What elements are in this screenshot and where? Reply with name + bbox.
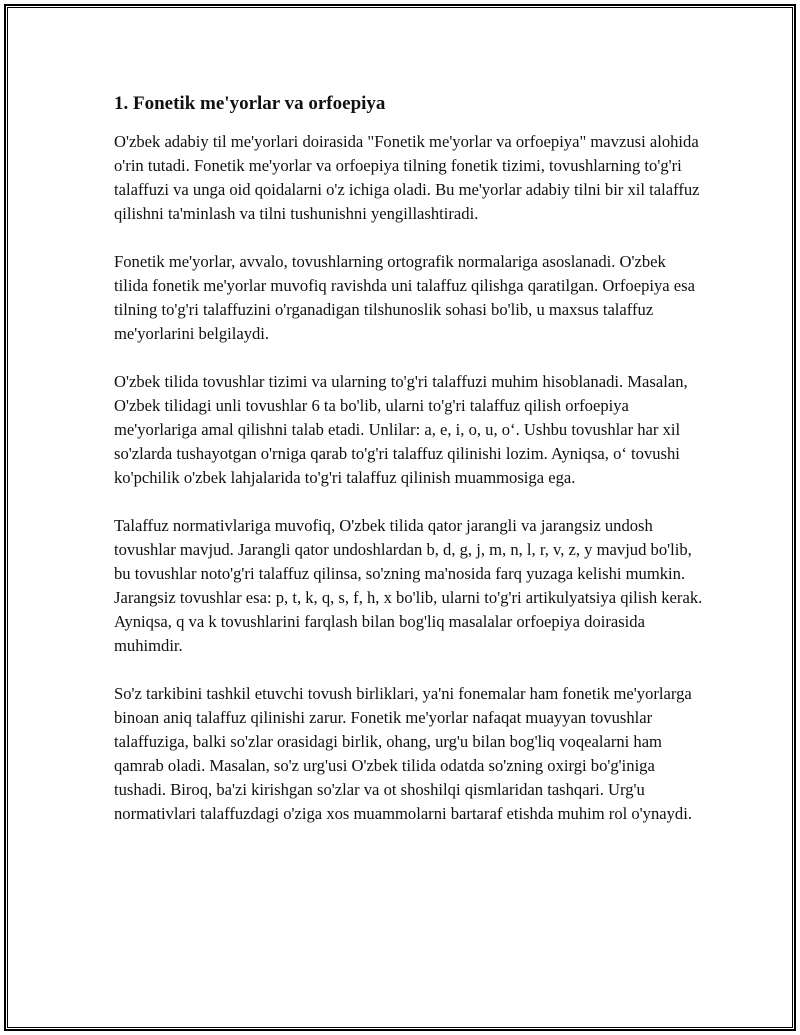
paragraph-vowels: O'zbek tilida tovushlar tizimi va ularning to'g'ri talaffuzi muhim hisoblanadi. Masalan, O'zbek tilidagi unli tovushlar 6 ta bo'lib, ularni to'g'ri talaffuz qilish orfoepiya me'yorlariga amal qilishni talab etadi. Unlilar: a, e, i, o, u, o‘. Ushbu tovushlar har xil so'zlarda tushayotgan o'rniga qarab to'g'ri talaffuz qilinishi lozim. Ayniqsa, o‘ tovushi ko'pchilik o'zbek lahjalarida to'g'ri talaffuz qilinish muammosiga ega. xyxy=(114,371,688,487)
section-heading: 1. Fonetik me'yorlar va orfoepiya xyxy=(114,93,386,114)
paragraph-stress: So'z tarkibini tashkil etuvchi tovush birliklari, ya'ni fonemalar ham fonetik me'yorlarga binoan aniq talaffuz qilinishi zarur. Fonetik me'yorlar nafaqat muayyan tovushlar talaffuziga, balki so'zlar orasidagi birlik, ohang, urg'u bilan bog'liq voqealarni ham qamrab oladi. Masalan, so'z urg'usi O'zbek tilida odatda so'zning oxirgi bo'g'iniga tushadi. Biroq, ba'zi kirishgan so'zlar va ot shoshilqi qismlaridan tashqari. Urg'u normativlari talaffuzdagi o'ziga xos muammolarni bartaraf etishda muhim rol o'ynaydi. xyxy=(114,683,692,823)
paragraph-consonants: Talaffuz normativlariga muvofiq, O'zbek tilida qator jarangli va jarangsiz undosh tovushlar mavjud. Jarangli qator undoshlardan b, d, g, j, m, n, l, r, v, z, y mavjud bo'lib, bu tovushlar noto'g'ri talaffuz qilinsa, so'zning ma'nosida farq yuzaga kelishi mumkin. Jarangsiz tovushlar esa: p, t, k, q, s, f, h, x bo'lib, ularni to'g'ri artikulyatsiya qilish kerak. Ayniqsa, q va k tovushlarini farqlash bilan bog'liq masalalar orfoepiya doirasida muhimdir. xyxy=(114,515,703,655)
paragraph-intro: O'zbek adabiy til me'yorlari doirasida "Fonetik me'yorlar va orfoepiya" mavzusi alohida o'rin tutadi. Fonetik me'yorlar va orfoepiya tilning fonetik tizimi, tovushlarning to'g'ri talaffuzi va unga oid qoidalarni o'z ichiga oladi. Bu me'yorlar adabiy tilni bir xil talaffuz qilishni ta'minlash va tilni tushunishni yengillashtiradi. xyxy=(114,131,700,223)
paragraph-orthography: Fonetik me'yorlar, avvalo, tovushlarning ortografik normalariga asoslanadi. O'zbek tilida fonetik me'yorlar muvofiq ravishda uni talaffuz qilishga qaratilgan. Orfoepiya esa tilning to'g'ri talaffuzini o'rganadigan tilshunoslik sohasi bo'lib, u maxsus talaffuz me'yorlarini belgilaydi. xyxy=(114,251,695,343)
document-body xyxy=(114,93,704,850)
